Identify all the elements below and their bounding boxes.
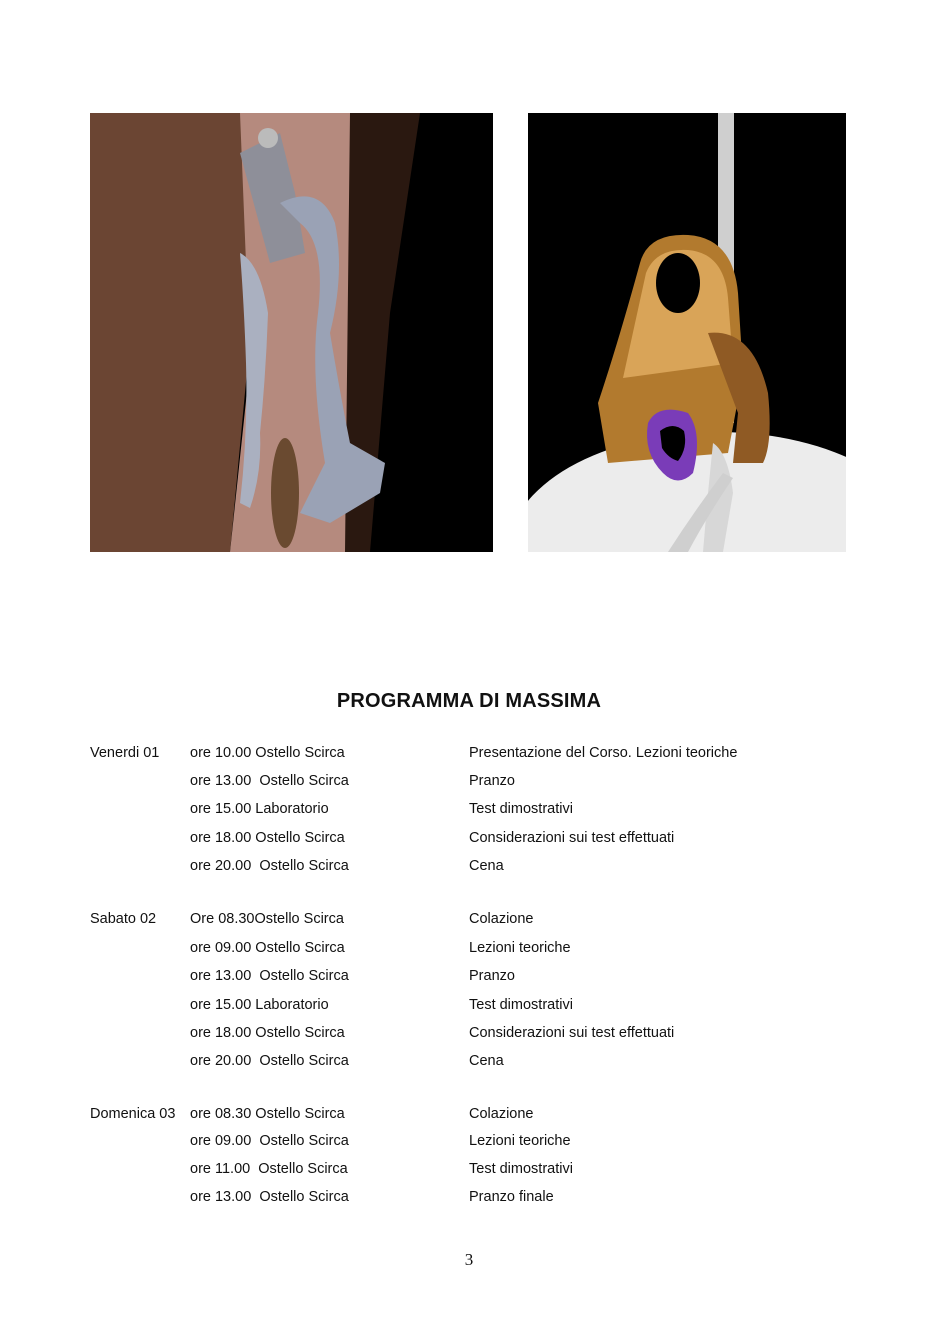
schedule-activity: Pranzo (469, 773, 515, 789)
schedule-day: Venerdi 01 (90, 745, 160, 761)
schedule-row (0, 856, 938, 876)
schedule-row (0, 1159, 938, 1179)
schedule-row (0, 1131, 938, 1151)
schedule-row (0, 1104, 938, 1124)
schedule-row (0, 1187, 938, 1207)
schedule-day: Domenica 03 (90, 1106, 176, 1122)
schedule-time: ore 18.00 Ostello Scirca (190, 1025, 345, 1041)
schedule-activity: Considerazioni sui test effettuati (469, 1025, 675, 1041)
schedule-row (0, 1051, 938, 1071)
schedule-activity: Cena (469, 1053, 504, 1069)
schedule-time: ore 13.00 Ostello Scirca (190, 1189, 349, 1205)
schedule-activity: Colazione (469, 1106, 534, 1122)
schedule-time: ore 09.00 Ostello Scirca (190, 940, 345, 956)
schedule-time: ore 15.00 Laboratorio (190, 801, 329, 817)
schedule-activity: Test dimostrativi (469, 997, 573, 1013)
schedule-row (0, 743, 938, 763)
cave-anchor-photo (90, 113, 493, 552)
schedule-row (0, 966, 938, 986)
schedule-time: ore 15.00 Laboratorio (190, 997, 329, 1013)
schedule-activity: Considerazioni sui test effettuati (469, 830, 675, 846)
schedule-row (0, 938, 938, 958)
schedule-time: ore 08.30 Ostello Scirca (190, 1106, 345, 1122)
rope-descender-photo (528, 113, 846, 552)
schedule-row (0, 799, 938, 819)
schedule-time: ore 20.00 Ostello Scirca (190, 858, 349, 874)
schedule-activity: Cena (469, 858, 504, 874)
schedule-time: Ore 08.30Ostello Scirca (190, 911, 344, 927)
schedule-time: ore 11.00 Ostello Scirca (190, 1161, 348, 1177)
schedule-row (0, 909, 938, 929)
schedule-row (0, 828, 938, 848)
schedule-time: ore 20.00 Ostello Scirca (190, 1053, 349, 1069)
schedule-activity: Test dimostrativi (469, 801, 573, 817)
schedule-time: ore 13.00 Ostello Scirca (190, 773, 349, 789)
schedule-activity: Pranzo (469, 968, 515, 984)
schedule-time: ore 13.00 Ostello Scirca (190, 968, 349, 984)
page-number: 3 (464, 1250, 474, 1269)
schedule-activity: Colazione (469, 911, 534, 927)
schedule-activity: Lezioni teoriche (469, 1133, 571, 1149)
schedule-time: ore 09.00 Ostello Scirca (190, 1133, 349, 1149)
schedule-activity: Pranzo finale (469, 1189, 554, 1205)
schedule-row (0, 771, 938, 791)
schedule-row (0, 995, 938, 1015)
schedule-activity: Presentazione del Corso. Lezioni teoriche (469, 745, 738, 761)
schedule-activity: Lezioni teoriche (469, 940, 571, 956)
schedule-activity: Test dimostrativi (469, 1161, 573, 1177)
schedule-day: Sabato 02 (90, 911, 157, 927)
program-title: PROGRAMMA DI MASSIMA (336, 690, 602, 712)
schedule-row (0, 1023, 938, 1043)
schedule-time: ore 10.00 Ostello Scirca (190, 745, 345, 761)
schedule-time: ore 18.00 Ostello Scirca (190, 830, 345, 846)
